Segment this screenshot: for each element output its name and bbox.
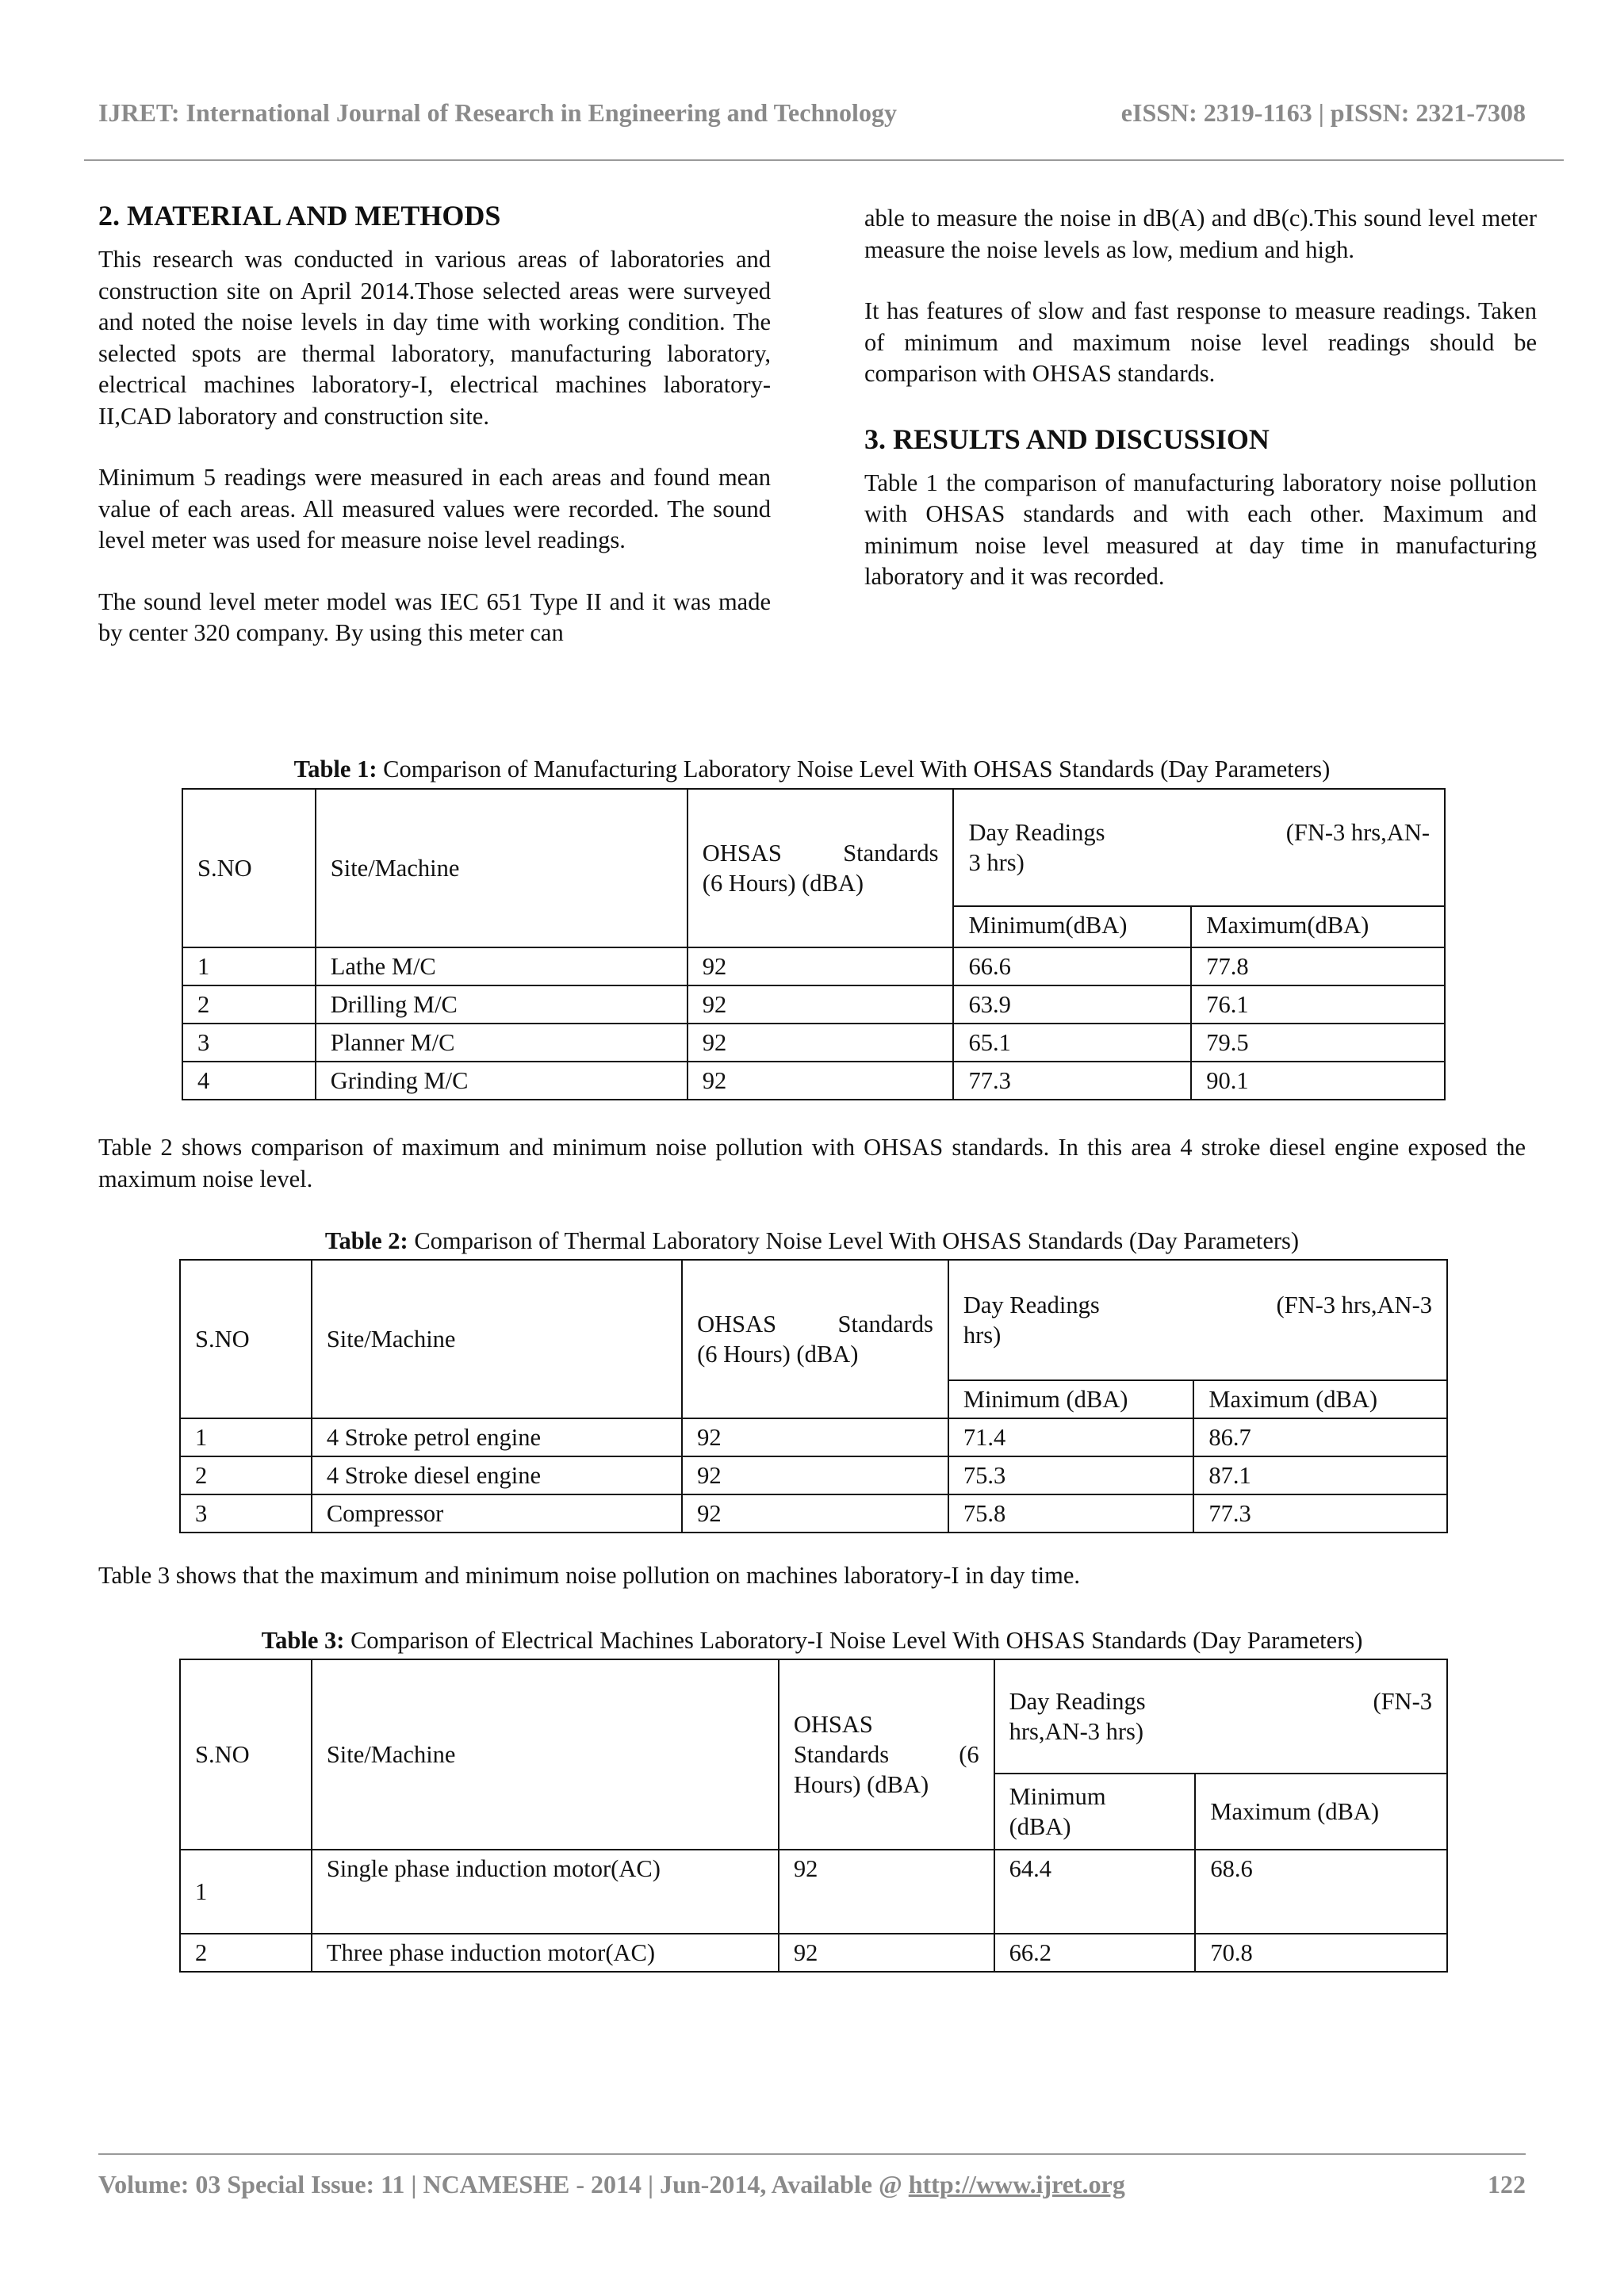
paragraph: Table 2 shows comparison of maximum and minimum noise pollution with OHSAS standards. In this area 4 stroke diesel engine exposed the maximum noise level. — [98, 1134, 1526, 1192]
header-minimum: Minimum(dBA) — [953, 906, 1191, 947]
paragraph: This research was conducted in various areas of laboratories and construction site on April 2014.Those selected areas were surveyed and noted the noise levels in day time with working condition. The selected spots are thermal laboratory, manufacturing laboratory, electrical machines laboratory-I, electrical machines laboratory-II,CAD laboratory and construction site. — [98, 246, 771, 430]
table-label: Table 1: — [293, 756, 377, 783]
header-maximum: Maximum(dBA) — [1191, 906, 1445, 947]
left-column — [98, 198, 771, 649]
paragraph: Table 1 the comparison of manufacturing laboratory noise pollution with OHSAS standards and with each other. Maximum and minimum noise level measured at day time in manufacturing laboratory and it was recorded. — [864, 469, 1537, 590]
table-caption: Table 2: Comparison of Thermal Laboratory Noise Level With OHSAS Standards (Day Parameters) — [324, 1227, 1300, 1254]
header-day-readings: Day Readings (FN-3 hrs,AN- 3 hrs) — [953, 789, 1445, 906]
header-sno: S.NO — [182, 789, 316, 947]
table-caption: Table 3: Comparison of Electrical Machines Laboratory-I Noise Level With OHSAS Standards (Day Parameters) — [261, 1627, 1363, 1654]
right-column — [864, 203, 1537, 593]
header-divider — [84, 159, 1564, 161]
running-footer — [98, 2170, 1526, 2199]
issn: eISSN: 2319-1163 | pISSN: 2321-7308 — [1120, 98, 1526, 127]
running-header — [98, 98, 1526, 128]
header-day-readings: Day Readings (FN-3 hrs,AN-3 hrs) — [948, 1260, 1447, 1380]
table-thermal — [179, 1259, 1448, 1533]
footer-divider — [98, 2153, 1526, 2155]
table-row: 4 Grinding M/C 92 77.3 90.1 — [182, 1062, 1445, 1100]
paragraph: able to measure the noise in dB(A) and dB(c).This sound level meter measure the noise levels as low, medium and high. — [864, 205, 1537, 263]
table-label: Table 2: — [324, 1227, 408, 1254]
table-row: 3 Planner M/C 92 65.1 79.5 — [182, 1024, 1445, 1062]
header-standard: OHSAS Standards (6 Hours) (dBA) — [779, 1659, 994, 1850]
header-site: Site/Machine — [312, 1260, 682, 1418]
table-row: 1 4 Stroke petrol engine 92 71.4 86.7 — [180, 1418, 1447, 1456]
table-row: 1 Lathe M/C 92 66.6 77.8 — [182, 947, 1445, 985]
table-row: 2 Drilling M/C 92 63.9 76.1 — [182, 985, 1445, 1024]
header-standard: OHSAS Standards (6 Hours) (dBA) — [688, 789, 954, 947]
journal-title: IJRET: International Journal of Research in Engineering and Technology — [98, 98, 897, 127]
table-row: 2 4 Stroke diesel engine 92 75.3 87.1 — [180, 1456, 1447, 1494]
table-caption: Table 1: Comparison of Manufacturing Laboratory Noise Level With OHSAS Standards (Day Parameters) — [293, 756, 1331, 783]
header-standard: OHSAS Standards (6 Hours) (dBA) — [682, 1260, 948, 1418]
paragraph: It has features of slow and fast response to measure readings. Taken of minimum and maximum noise level readings should be comparison with OHSAS standards. — [864, 297, 1537, 387]
table-label: Table 3: — [261, 1627, 345, 1654]
header-maximum: Maximum (dBA) — [1195, 1774, 1447, 1850]
table-row: 3 Compressor 92 75.8 77.3 — [180, 1494, 1447, 1533]
header-sno: S.NO — [180, 1260, 312, 1418]
table-row: 2 Three phase induction motor(AC) 92 66.2 70.8 — [180, 1934, 1447, 1972]
page-number: 122 — [1488, 2170, 1526, 2198]
table-row: 1 Single phase induction motor(AC) 92 64.4 68.6 — [180, 1850, 1447, 1934]
header-minimum: Minimum (dBA) — [994, 1774, 1196, 1850]
volume-info: Volume: 03 Special Issue: 11 | NCAMESHE - 2014 | Jun-2014, Available @ http://www.ijret.org — [98, 2170, 1125, 2198]
paragraph: The sound level meter model was IEC 651 Type II and it was made by center 320 company. By using this meter can — [98, 587, 771, 646]
header-site: Site/Machine — [316, 789, 688, 947]
header-minimum: Minimum (dBA) — [948, 1380, 1194, 1418]
section-heading-results: 3. RESULTS AND DISCUSSION — [864, 423, 1270, 455]
section-heading-methods: 2. MATERIAL AND METHODS — [98, 200, 501, 232]
paragraph: Table 3 shows that the maximum and minimum noise pollution on machines laboratory-I in day time. — [98, 1562, 1080, 1589]
paragraph: Minimum 5 readings were measured in each areas and found mean value of each areas. All measured values were recorded. The sound level meter was used for measure noise level readings. — [98, 464, 771, 553]
journal-link[interactable]: http://www.ijret.org — [908, 2170, 1125, 2198]
table-manufacturing — [182, 788, 1446, 1100]
table-electrical — [179, 1659, 1448, 1973]
header-maximum: Maximum (dBA) — [1193, 1380, 1447, 1418]
header-site: Site/Machine — [312, 1659, 779, 1850]
header-day-readings: Day Readings (FN-3 hrs,AN-3 hrs) — [994, 1659, 1447, 1774]
header-sno: S.NO — [180, 1659, 312, 1850]
